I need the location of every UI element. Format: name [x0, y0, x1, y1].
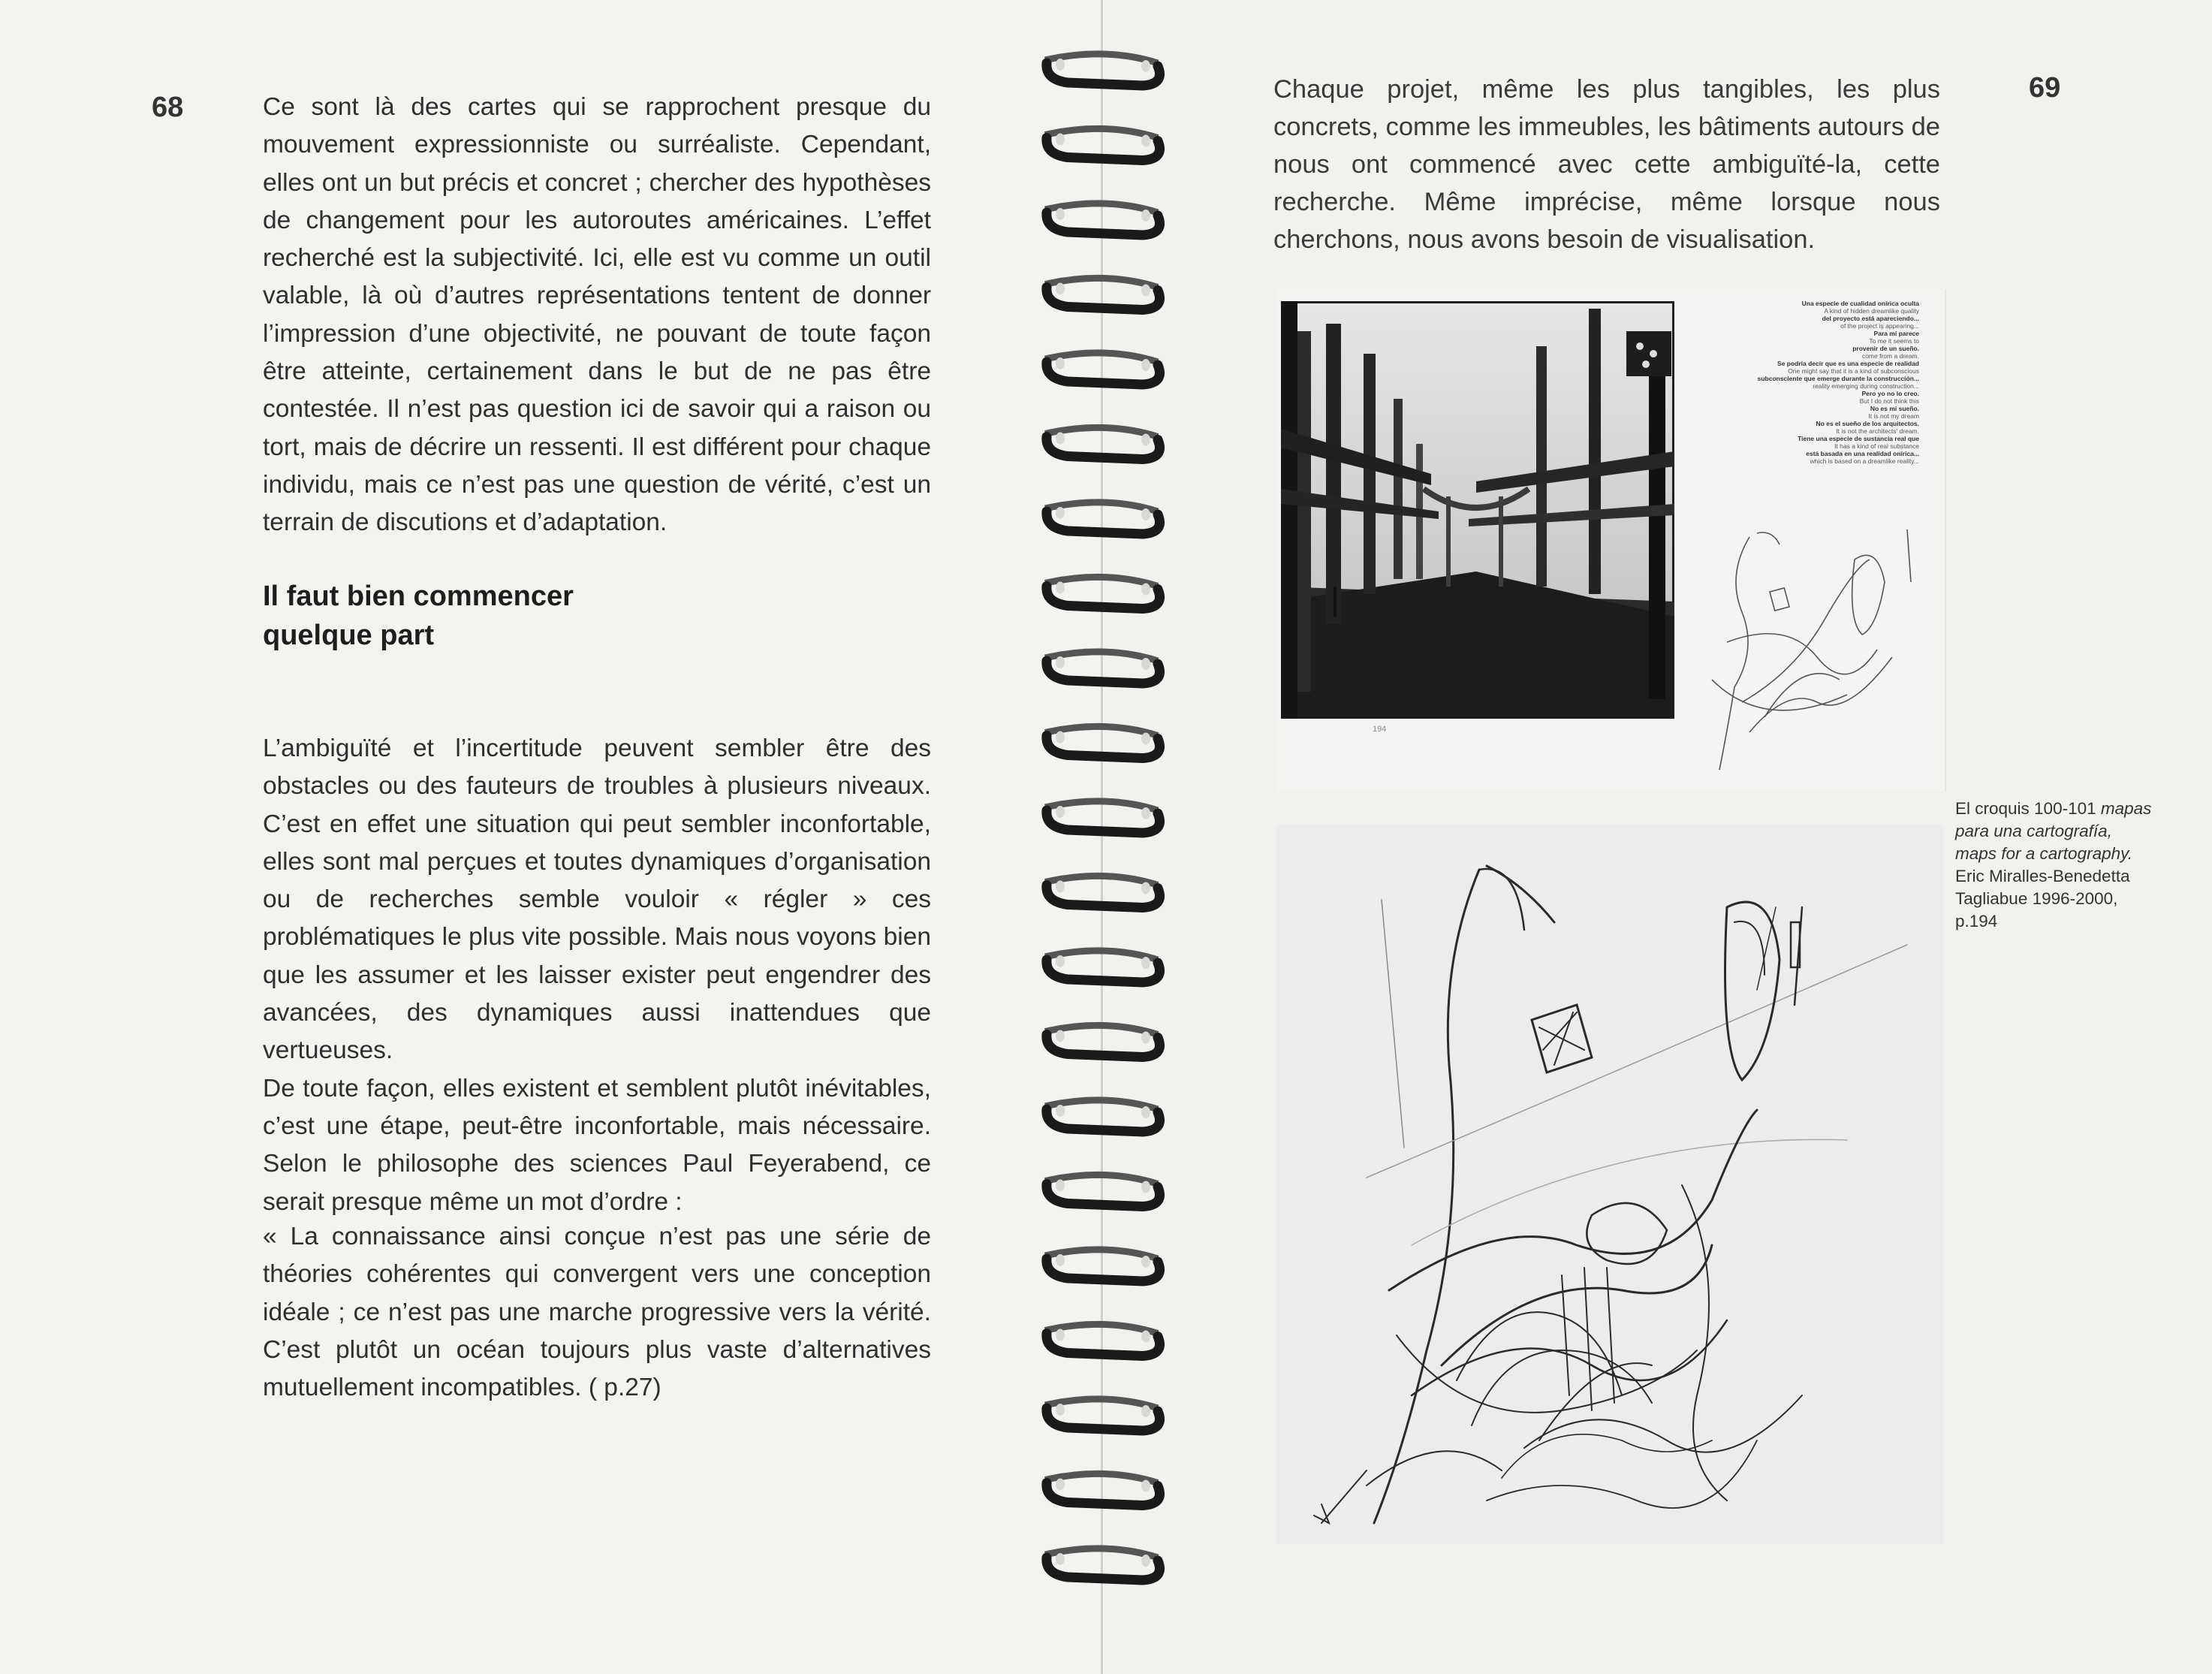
heading-line-1: Il faut bien commencer	[263, 581, 574, 612]
section-heading	[263, 577, 788, 655]
spiral-coil	[1045, 1473, 1160, 1505]
figure-text-line: But I do not think this	[1859, 397, 1919, 405]
spiral-coil	[1045, 801, 1160, 833]
figure-text-line: which is based on a dreamlike reality...	[1810, 457, 1919, 465]
construction-photo-image	[1281, 301, 1674, 719]
figure-text-line: Una especie de cualidad onírica oculta	[1801, 300, 1919, 307]
spiral-coil	[1045, 502, 1160, 534]
figure-text-line: del proyecto está apareciendo...	[1822, 315, 1919, 322]
spiral-coil	[1045, 876, 1160, 907]
spiral-coil	[1045, 1175, 1160, 1206]
spiral-coil	[1045, 1324, 1160, 1356]
figure-text-line: No es el sueño de los arquitectos.	[1816, 420, 1919, 427]
spiral-binding	[1030, 38, 1180, 1667]
intro-paragraph	[263, 89, 931, 542]
figure-text-line: está basada en una realidad onírica...	[1806, 450, 1919, 457]
spiral-coil	[1045, 1100, 1160, 1132]
figure-text-line: It has a kind of real substance	[1834, 442, 1919, 450]
figure-text-line: To me it seems to	[1869, 337, 1919, 345]
construction-photo	[1281, 301, 1674, 719]
figure-text-line: of the project is appearing...	[1840, 322, 1919, 330]
caption-line-1: El croquis 100-101 mapas	[1955, 799, 2152, 818]
caption-line-3: maps for a cartography.	[1955, 844, 2132, 863]
spiral-coil	[1045, 54, 1160, 86]
body-paragraphs	[263, 730, 931, 1221]
body-paragraph-2: De toute façon, elles existent et semblent plutôt inévitables, c’est une étape, peut-être inconfortable, mais nécessaire. Selon le philosophe des sciences Paul Feyerabend, ce serait presque même un mot d’ordre :	[263, 1074, 931, 1216]
figure-text-line: come from a dream.	[1861, 352, 1919, 360]
quote-text: « La connaissance ainsi conçue n’est pas une série de théories cohérentes qui convergent vers une conception idéale ; ce n’est pas une marche progressive vers la vérité. C’est plutôt un océan toujours plus vaste d’alternatives mutuellement incompatibles. ( p.27)	[263, 1223, 931, 1402]
pencil-sketch-image	[1276, 825, 1943, 1544]
caption-line-2: para una cartografía,	[1955, 822, 2112, 840]
spiral-coil	[1045, 1399, 1160, 1431]
right-paragraph-text: Chaque projet, même les plus tangibles, les plus concrets, comme les immeubles, les bâtiments autours de nous ont commencé avec cette ambiguïté-la, cette recherche. Même imprécise, même lorsque nous cherchons, nous avons besoin de visualisation.	[1273, 75, 1940, 254]
right-paragraph	[1273, 71, 1940, 258]
figure-text-line: Tiene una especie de sustancia real que	[1798, 435, 1919, 442]
spiral-coil	[1045, 278, 1160, 309]
figure-bilingual-text	[1694, 300, 1919, 465]
caption-line-4: Eric Miralles-Benedetta	[1955, 867, 2130, 885]
figure-text-line: No es mi sueño.	[1870, 405, 1919, 412]
figure-text-line: A kind of hidden dreamlike quality	[1824, 307, 1919, 315]
spiral-coil	[1045, 726, 1160, 758]
figure-text-line: It is not my dream	[1868, 412, 1919, 420]
spiral-coil	[1045, 652, 1160, 683]
figure-text-line: provenir de un sueño.	[1852, 345, 1919, 352]
figure-text-line: Para mí parece	[1873, 330, 1919, 337]
caption-line-6: p.194	[1955, 912, 1998, 931]
spiral-coil	[1045, 427, 1160, 459]
spiral-coil	[1045, 951, 1160, 982]
figure-text-line: It is not the architects' dream.	[1836, 427, 1919, 435]
spiral-coil	[1045, 577, 1160, 608]
intro-text: Ce sont là des cartes qui se rapprochent presque du mouvement expressionniste ou surréaliste. Cependant, elles ont un but précis et concret ; chercher des hypothèses de changement pour les autoroutes américaines. L’effet recherché est la subjectivité. Ici, elle est vu comme un outil valable, là où d’autres représentations tentent de donner l’impression d’une objectivité, ne pouvant de toute façon être atteinte, certainement dans le but de ne pas être contestée. Il n’est pas question ici de savoir qui a raison ou tort, mais de décrire un ressenti. Il est différent pour chaque individu, mais ce n’est pas une question de vérité, c’est un terrain de discutions et d’adaptation.	[263, 93, 931, 537]
page-number-right: 69	[2029, 72, 2061, 104]
figure-text-line: One might say that it is a kind of subconscious	[1788, 367, 1919, 375]
quote-block	[263, 1218, 931, 1407]
page-number-left: 68	[152, 92, 184, 123]
spiral-coil	[1045, 1549, 1160, 1580]
spiral-coil	[1045, 1250, 1160, 1281]
spiral-coil	[1045, 353, 1160, 385]
figure-text-line: reality emerging during construction...	[1813, 382, 1919, 390]
figure-caption	[1955, 798, 2165, 933]
figure-text-line: Se podría decir que es una especie de realidad	[1777, 360, 1919, 367]
figure-text-line: subconsciente que emerge durante la construcción...	[1757, 375, 1919, 382]
spiral-coil	[1045, 204, 1160, 235]
small-pencil-sketch	[1697, 507, 1922, 785]
pencil-sketch	[1276, 825, 1943, 1544]
figure-page-number: 194	[1373, 725, 1387, 734]
spiral-coil	[1045, 1025, 1160, 1057]
heading-line-2: quelque part	[263, 620, 435, 651]
figure-spread	[1276, 289, 1946, 791]
body-paragraph-1: L’ambiguïté et l’incertitude peuvent sembler être des obstacles ou des fauteurs de troubles à plusieurs niveaux. C’est en effet une situation qui peut sembler inconfortable, elles sont mal perçues et toutes dynamiques d’organisation ou de recherches semble vouloir « régler » ces problématiques le plus vite possible. Mais nous voyons bien que les assumer et les laisser exister peut engendrer des avancées, des dynamiques aussi inattendues que vertueuses.	[263, 734, 931, 1065]
caption-line-5: Tagliabue 1996-2000,	[1955, 889, 2118, 908]
spiral-coil	[1045, 128, 1160, 160]
figure-text-line: Pero yo no lo creo.	[1861, 390, 1919, 397]
